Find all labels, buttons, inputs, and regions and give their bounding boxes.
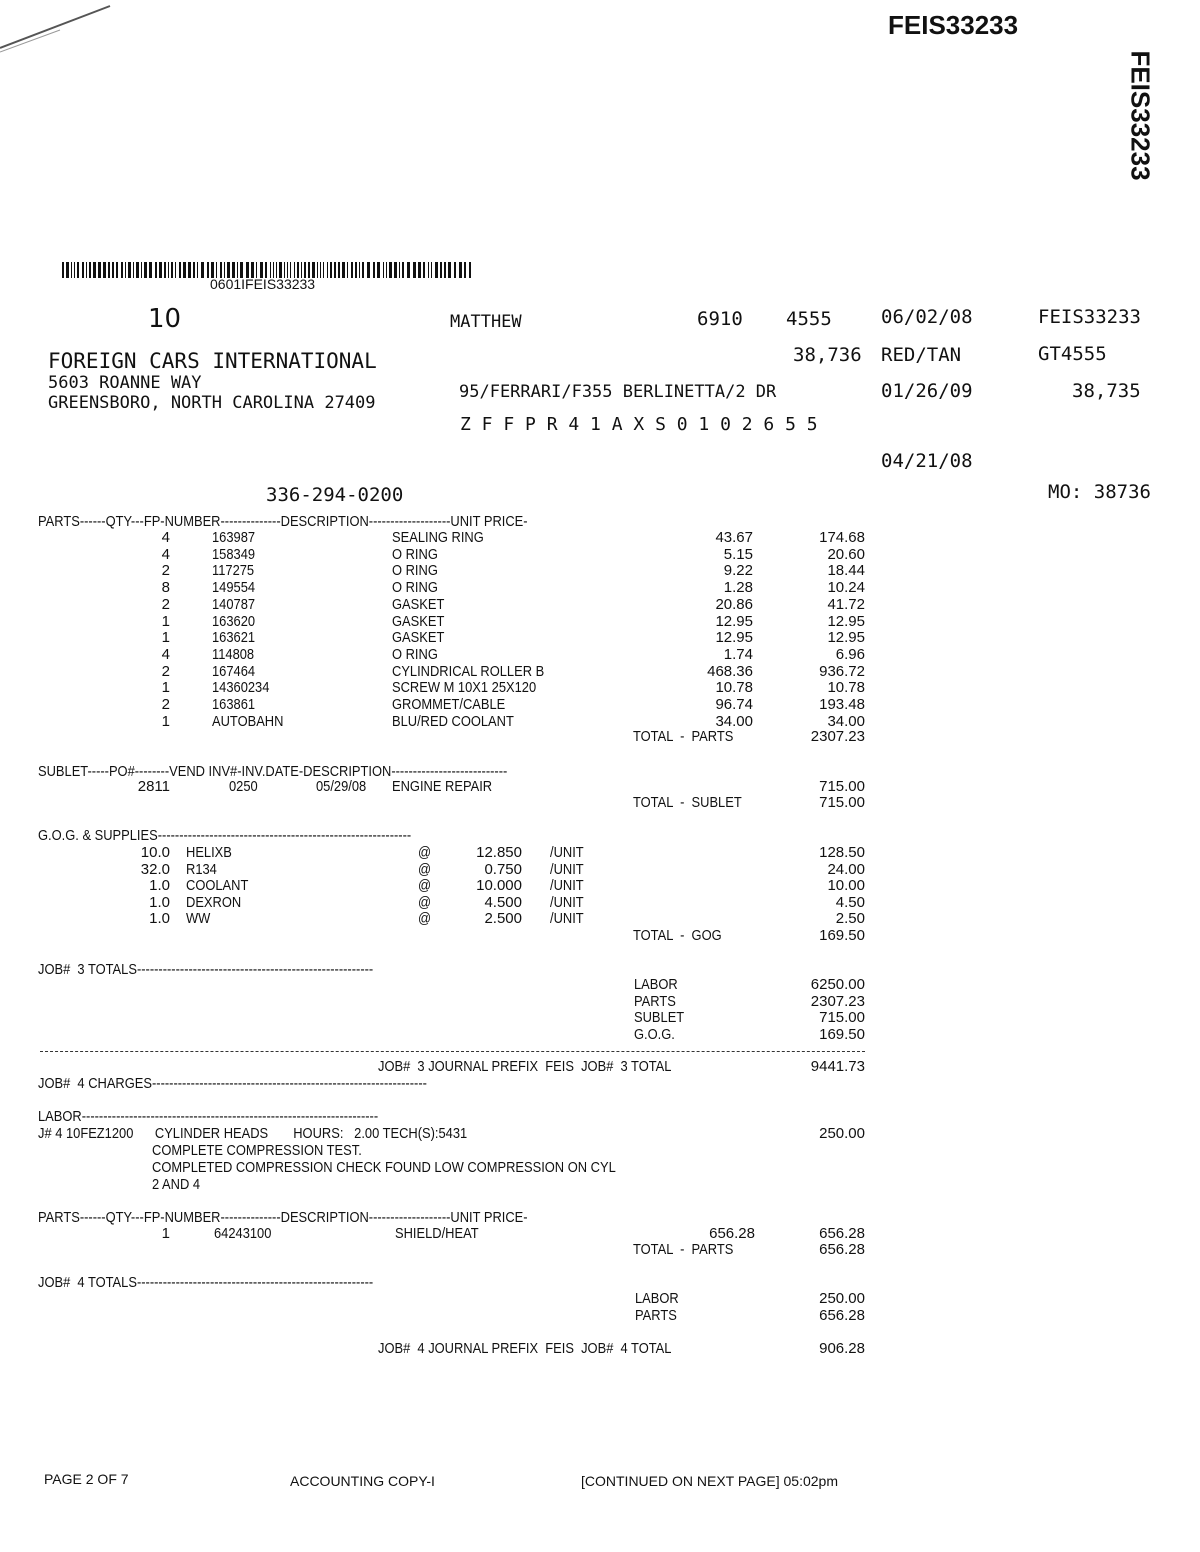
part-qty: 2 <box>161 696 170 713</box>
part-number: 163861 <box>212 696 256 713</box>
address-line-2: GREENSBORO, NORTH CAROLINA 27409 <box>48 393 376 413</box>
part-number: 64243100 <box>214 1225 272 1242</box>
gog-item: WW <box>186 910 211 928</box>
sublet-amount: 715.00 <box>819 778 865 795</box>
part-description: GASKET <box>392 595 445 613</box>
divider <box>40 1051 865 1052</box>
part-unit-price: 5.15 <box>723 545 753 563</box>
part-description: GASKET <box>392 612 445 630</box>
job3-total-value: 6250.00 <box>810 976 865 993</box>
part-qty: 1 <box>161 679 170 697</box>
part-description: O RING <box>392 545 438 563</box>
part-qty: 4 <box>161 645 170 663</box>
parts-header: PARTS------QTY---FP-NUMBER--------------DESCRIPTION-------------------UNIT PRICE- <box>38 513 528 530</box>
part-total: 12.95 <box>827 629 865 647</box>
job4-total-label: PARTS <box>635 1306 677 1324</box>
job3-total-label: G.O.G. <box>634 1025 675 1043</box>
footer-copy: ACCOUNTING COPY-I <box>290 1473 435 1489</box>
part-number: 167464 <box>212 662 256 680</box>
part-description: SEALING RING <box>392 529 484 546</box>
sublet-date: 05/29/08 <box>316 778 367 795</box>
gog-price: 0.750 <box>484 860 522 878</box>
gog-at: @ <box>418 877 432 895</box>
part-number: AUTOBAHN <box>212 712 284 730</box>
part-total: 34.00 <box>827 712 865 730</box>
part-unit-price: 1.74 <box>723 645 753 663</box>
parts2-header: PARTS------QTY---FP-NUMBER--------------DESCRIPTION-------------------UNIT PRICE- <box>38 1209 528 1226</box>
labor-header: LABOR--------------------------------------------------------------------- <box>38 1108 379 1125</box>
job4-totals-header: JOB# 4 TOTALS------------------------------------------------------- <box>38 1274 374 1291</box>
page-code: 10 <box>148 304 182 334</box>
gog-total: 10.00 <box>827 877 865 895</box>
part-description: GROMMET/CABLE <box>392 696 506 713</box>
part-number: 158349 <box>212 545 256 563</box>
invoice-number: FEIS33233 <box>1038 306 1141 328</box>
part-unit-price: 656.28 <box>709 1225 755 1242</box>
part-number: 163620 <box>212 612 256 630</box>
job4-total-label: LABOR <box>635 1290 679 1307</box>
gog-unit: /UNIT <box>550 877 584 895</box>
gog-at: @ <box>418 844 432 861</box>
part-description: GASKET <box>392 629 445 647</box>
gog-unit: /UNIT <box>550 860 584 878</box>
part-description: SHIELD/HEAT <box>395 1225 479 1242</box>
part-description: BLU/RED COOLANT <box>392 712 514 730</box>
part-total: 174.68 <box>819 529 865 546</box>
part-unit-price: 20.86 <box>715 595 753 613</box>
sublet-total-value: 715.00 <box>819 794 865 811</box>
job3-total-label: SUBLET <box>634 1009 685 1027</box>
parts2-total-label: TOTAL - PARTS <box>633 1241 734 1258</box>
labor-amount: 250.00 <box>819 1125 865 1142</box>
gog-at: @ <box>418 893 432 911</box>
barcode-text: 0601IFEIS33233 <box>210 276 316 292</box>
part-total: 12.95 <box>827 612 865 630</box>
gog-qty: 1.0 <box>149 877 170 895</box>
job3-total-label: PARTS <box>634 992 676 1010</box>
gog-total: 128.50 <box>819 844 865 861</box>
gog-header: G.O.G. & SUPPLIES----------------------------------------------------------- <box>38 827 412 844</box>
gog-item: HELIXB <box>186 844 232 861</box>
fold-mark <box>0 0 130 70</box>
address-line-1: 5603 ROANNE WAY <box>48 373 202 393</box>
parts2-total-value: 656.28 <box>819 1241 865 1258</box>
job4-total-value: 656.28 <box>819 1306 865 1324</box>
part-total: 10.78 <box>827 679 865 697</box>
phone: 336-294-0200 <box>266 484 404 506</box>
part-unit-price: 10.78 <box>715 679 753 697</box>
part-qty: 4 <box>161 529 170 546</box>
part-qty: 1 <box>161 629 170 647</box>
part-total: 6.96 <box>835 645 865 663</box>
job3-total-value: 169.50 <box>819 1025 865 1043</box>
gog-total: 4.50 <box>835 893 865 911</box>
part-number: 117275 <box>212 562 255 580</box>
gog-at: @ <box>418 860 432 878</box>
vehicle-color: RED/TAN <box>881 344 962 366</box>
part-total: 10.24 <box>827 579 865 597</box>
part-description: SCREW M 10X1 25X120 <box>392 679 537 697</box>
footer-continued: [CONTINUED ON NEXT PAGE] 05:02pm <box>581 1473 838 1489</box>
part-number: 163987 <box>212 529 256 546</box>
gog-unit: /UNIT <box>550 844 584 861</box>
gog-total: 24.00 <box>827 860 865 878</box>
tag-number: GT4555 <box>1038 343 1107 365</box>
part-qty: 2 <box>161 595 170 613</box>
stamp-side: FEIS33233 <box>1125 50 1156 181</box>
parts-total-label: TOTAL - PARTS <box>633 728 734 745</box>
part-total: 656.28 <box>819 1225 865 1242</box>
gog-price: 4.500 <box>484 893 522 911</box>
gog-price: 12.850 <box>476 844 522 861</box>
vehicle-description: 95/FERRARI/F355 BERLINETTA/2 DR <box>459 382 777 402</box>
job3-total: 9441.73 <box>810 1058 865 1075</box>
mo-number: MO: 38736 <box>1048 481 1151 503</box>
part-qty: 4 <box>161 545 170 563</box>
gog-qty: 1.0 <box>149 893 170 911</box>
part-unit-price: 468.36 <box>707 662 753 680</box>
part-unit-price: 9.22 <box>723 562 753 580</box>
code1: 6910 <box>697 308 743 330</box>
part-qty: 2 <box>161 562 170 580</box>
date-3: 04/21/08 <box>881 450 973 472</box>
gog-price: 2.500 <box>484 910 522 928</box>
part-qty: 1 <box>161 612 170 630</box>
date-1: 06/02/08 <box>881 306 973 328</box>
gog-item: DEXRON <box>186 893 242 911</box>
sublet-desc: ENGINE REPAIR <box>392 778 493 795</box>
sublet-po: 2811 <box>137 778 170 795</box>
gog-total-label: TOTAL - GOG <box>633 927 722 944</box>
job3-total-label: LABOR <box>634 976 678 993</box>
job4-total: 906.28 <box>819 1340 865 1357</box>
gog-item: R134 <box>186 860 217 878</box>
part-qty: 1 <box>161 712 170 730</box>
part-unit-price: 43.67 <box>715 529 753 546</box>
part-total: 18.44 <box>827 562 865 580</box>
part-description: O RING <box>392 562 438 580</box>
labor-note-3: 2 AND 4 <box>152 1176 201 1193</box>
labor-line: J# 4 10FEZ1200 CYLINDER HEADS HOURS: 2.00 TECH(S):5431 <box>38 1125 468 1142</box>
job4-charges-header: JOB# 4 CHARGES---------------------------------------------------------------- <box>38 1075 427 1092</box>
job3-totals-header: JOB# 3 TOTALS------------------------------------------------------- <box>38 961 374 978</box>
part-total: 20.60 <box>827 545 865 563</box>
footer-page: PAGE 2 OF 7 <box>44 1471 129 1487</box>
code2: 4555 <box>786 308 832 330</box>
part-qty: 1 <box>161 1225 170 1242</box>
gog-at: @ <box>418 910 432 928</box>
part-unit-price: 12.95 <box>715 612 753 630</box>
part-description: O RING <box>392 579 438 597</box>
part-unit-price: 12.95 <box>715 629 753 647</box>
date-2: 01/26/09 <box>881 380 973 402</box>
part-total: 41.72 <box>827 595 865 613</box>
job3-total-value: 2307.23 <box>810 992 865 1010</box>
part-number: 140787 <box>212 595 256 613</box>
vin: Z F F P R 4 1 A X S 0 1 0 2 6 5 5 <box>460 414 818 435</box>
job4-total-value: 250.00 <box>819 1290 865 1307</box>
gog-total: 2.50 <box>835 910 865 928</box>
labor-note-1: COMPLETE COMPRESSION TEST. <box>152 1142 362 1159</box>
sublet-header: SUBLET-----PO#--------VEND INV#-INV.DATE-DESCRIPTION--------------------------- <box>38 763 508 780</box>
mileage-in: 38,736 <box>793 344 862 366</box>
part-total: 936.72 <box>819 662 865 680</box>
stamp-top: FEIS33233 <box>888 10 1019 40</box>
part-description: O RING <box>392 645 438 663</box>
job3-total-value: 715.00 <box>819 1009 865 1027</box>
part-unit-price: 34.00 <box>715 712 753 730</box>
sublet-total-label: TOTAL - SUBLET <box>633 794 742 811</box>
part-qty: 2 <box>161 662 170 680</box>
sublet-vend: 0250 <box>229 778 258 795</box>
labor-note-2: COMPLETED COMPRESSION CHECK FOUND LOW COMPRESSION ON CYL <box>152 1159 616 1176</box>
gog-qty: 10.0 <box>140 844 170 861</box>
part-description: CYLINDRICAL ROLLER B <box>392 662 545 680</box>
mileage-out: 38,735 <box>1072 380 1141 402</box>
part-qty: 8 <box>161 579 170 597</box>
gog-qty: 32.0 <box>140 860 170 878</box>
part-number: 114808 <box>212 645 255 663</box>
job4-journal: JOB# 4 JOURNAL PREFIX FEIS JOB# 4 TOTAL <box>378 1340 672 1357</box>
job3-journal: JOB# 3 JOURNAL PREFIX FEIS JOB# 3 TOTAL <box>378 1058 672 1075</box>
gog-unit: /UNIT <box>550 893 584 911</box>
gog-total-value: 169.50 <box>819 927 865 944</box>
part-number: 14360234 <box>212 679 270 697</box>
gog-price: 10.000 <box>476 877 522 895</box>
gog-item: COOLANT <box>186 877 249 895</box>
part-number: 149554 <box>212 579 256 597</box>
part-unit-price: 1.28 <box>723 579 753 597</box>
gog-qty: 1.0 <box>149 910 170 928</box>
gog-unit: /UNIT <box>550 910 584 928</box>
part-total: 193.48 <box>819 696 865 713</box>
part-number: 163621 <box>212 629 256 647</box>
advisor: MATTHEW <box>450 312 522 332</box>
company-name: FOREIGN CARS INTERNATIONAL <box>48 349 377 373</box>
parts-total-value: 2307.23 <box>810 728 865 745</box>
part-unit-price: 96.74 <box>715 696 753 713</box>
